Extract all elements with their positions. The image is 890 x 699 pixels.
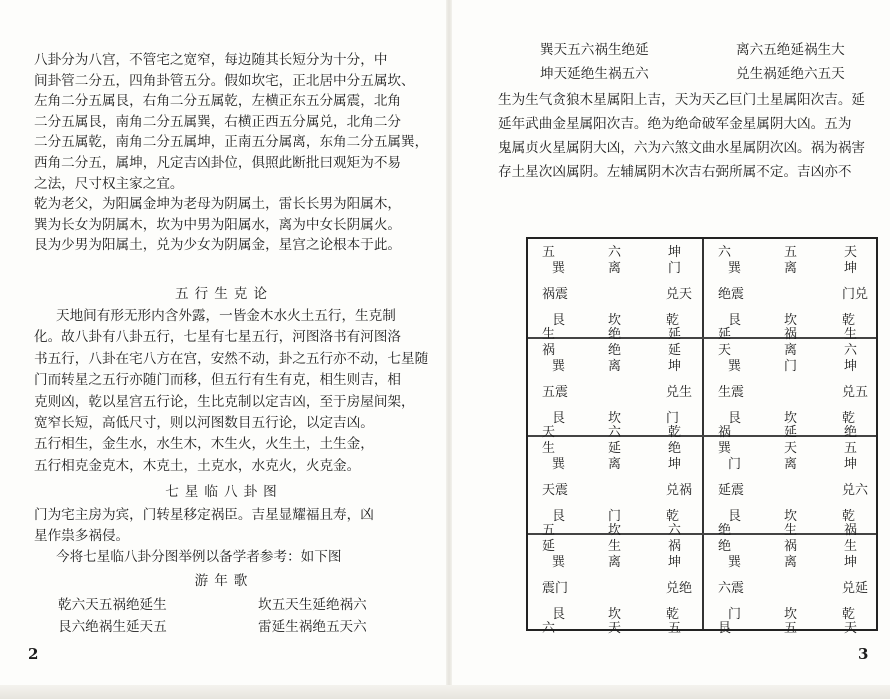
grid-cell-glyph: 天 [844,245,858,260]
body-line: 克则凶，乾以星宫五行论，生比克制以定吉凶，至于房屋间架， [34,393,415,410]
grid-cell-glyph: 坤 [844,457,858,472]
grid-cell-glyph: 乾 [842,509,856,524]
grid-cell-glyph: 祸 [784,539,798,554]
grid-cell-glyph: 坤 [668,457,682,472]
grid-cell-glyph: 乾 [842,607,856,622]
grid-cell-glyph: 绝 [668,441,682,456]
body-line: 生为生气贪狼木星属阳上吉，天为天乙巨门土星属阳次吉。延 [498,92,866,108]
body-line: 门而转星之五行亦随门而移，但五行有生有克，相生则吉，相 [34,372,402,389]
body-line: 今将七星临八卦分图举例以备学者参考：如下图 [56,549,342,565]
grid-cell-glyph: 天 [542,425,556,440]
song-line-left: 乾六天五祸绝延生 [58,597,167,613]
grid-cell-glyph: 兑五 [842,385,869,400]
grid-cell-glyph: 巽 [728,555,742,570]
grid-cell-glyph: 艮 [552,411,566,426]
body-line: 星作祟多祸侵。 [34,528,130,544]
grid-cell-glyph: 艮 [552,607,566,622]
section-heading: 五行生克论 [175,286,273,302]
grid-cell-glyph: 祸震 [542,287,569,302]
section-heading: 七星临八卦图 [165,484,283,500]
grid-cell [704,435,878,538]
grid-cell-glyph: 巽 [552,457,566,472]
grid-cell-glyph: 五 [668,621,682,636]
verse-pair-right: 兑生祸延绝六五天 [736,66,845,82]
grid-cell-glyph: 天 [784,441,798,456]
grid-cell-glyph: 绝震 [718,287,745,302]
grid-cell-glyph: 祸 [784,327,798,342]
grid-cell-glyph: 五 [542,523,556,538]
body-line: 间卦管二分五，四角卦管五分。假如坎宅，正北居中分五属坎、 [34,72,415,89]
body-line: 西角二分五，属坤，凡定吉凶卦位，俱照此断批曰观矩为不易 [34,155,402,171]
grid-cell-glyph: 巽 [728,359,742,374]
grid-cell-glyph: 巽 [552,261,566,276]
grid-cell-glyph: 震门 [542,581,569,596]
section-heading: 游年歌 [194,573,254,589]
grid-cell-glyph: 天震 [542,483,569,498]
body-line: 之法，尺寸权主家之宜。 [34,175,184,192]
grid-cell-glyph: 坎 [784,411,798,426]
grid-cell [704,337,878,440]
song-line-left: 艮六绝祸生延天五 [58,619,167,635]
scan-bottom-edge [0,685,890,699]
grid-cell-glyph: 祸 [718,425,732,440]
song-line-right: 雷延生祸绝五天六 [258,619,367,635]
body-line: 门为宅主房为宾，门转星移定祸臣。吉星显耀福且寿，凶 [34,507,374,523]
grid-cell-glyph: 祸 [668,539,682,554]
grid-cell-glyph: 兑祸 [666,483,693,498]
grid-cell-glyph: 生 [844,327,858,342]
grid-cell-glyph: 坤 [844,261,858,276]
grid-cell-glyph: 延 [668,327,682,342]
grid-cell-glyph: 六 [608,425,622,440]
grid-cell-glyph: 离 [608,359,622,374]
grid-cell-glyph: 绝 [608,343,622,358]
body-line: 存土星次凶属阴。左辅属阴木次吉右弼所属不定。吉凶亦不 [498,164,852,180]
body-line: 乾为老父，为阳属金坤为老母为阴属土，雷长长男为阳属木， [34,196,402,213]
grid-cell-glyph: 五 [784,621,798,636]
grid-cell-glyph: 艮 [552,509,566,524]
grid-cell-glyph: 门 [668,261,682,276]
grid-cell-glyph: 六 [608,245,622,260]
body-line: 鬼属贞火星属阴大凶，六为六煞文曲水星属阴次凶。祸为祸害 [498,140,866,156]
grid-cell-glyph: 坤 [668,245,682,260]
grid-cell-glyph: 五 [784,245,798,260]
grid-cell-glyph: 乾 [666,509,680,524]
grid-cell [528,337,702,440]
grid-cell-glyph: 艮 [552,313,566,328]
grid-cell-glyph: 延 [668,343,682,358]
page-number-left: 2 [28,645,39,663]
grid-cell-glyph: 乾 [666,313,680,328]
grid-cell-glyph: 离 [784,261,798,276]
grid-cell-glyph: 坎 [784,509,798,524]
grid-cell-glyph: 巽 [552,555,566,570]
grid-cell-glyph: 生 [784,523,798,538]
verse-pair-right: 离六五绝延祸生大 [736,42,845,58]
grid-cell-glyph: 坎 [608,313,622,328]
grid-cell-glyph: 门 [784,359,798,374]
seven-star-eight-trigram-grid [526,237,878,636]
grid-cell-glyph: 生 [542,327,556,342]
body-line: 二分五属乾，南角二分五属坤，正南五分属离，东角二分五属巽， [34,134,429,151]
grid-cell-glyph: 六 [844,343,858,358]
grid-cell-glyph: 绝 [608,327,622,342]
grid-cell-glyph: 延 [542,539,556,554]
grid-cell-glyph: 艮 [728,509,742,524]
grid-cell-glyph: 离 [784,343,798,358]
grid-cell-glyph: 坤 [668,555,682,570]
grid-cell [528,435,702,538]
grid-cell-glyph: 兑延 [842,581,869,596]
grid-cell-glyph: 巽 [728,261,742,276]
grid-cell-glyph: 延 [718,327,732,342]
grid-cell-glyph: 绝 [718,539,732,554]
body-line: 天地间有形无形内含外露，一皆金木水火土五行，生克制 [56,308,396,324]
grid-cell-glyph: 生 [542,441,556,456]
body-line: 五行相克金克木，木克土，土克水，水克火，火克金。 [34,457,361,474]
grid-cell [528,239,702,342]
grid-cell-glyph: 兑六 [842,483,869,498]
grid-cell-glyph: 坎 [784,607,798,622]
song-line-right: 坎五天生延绝祸六 [258,597,367,613]
body-line: 宽窄长短，高低尺寸，则以河图数目五行论，以定吉凶。 [34,415,374,431]
body-line: 二分五属艮，南角二分五属巽，右横正西五分属兑，北角二分 [34,113,402,130]
grid-cell-glyph: 祸 [844,523,858,538]
grid-cell-glyph: 坎 [608,523,622,538]
grid-cell-glyph: 五震 [542,385,569,400]
verse-pair-left: 坤天延绝生祸五六 [540,66,649,82]
grid-cell-glyph: 绝 [718,523,732,538]
body-line: 八卦分为八宫，不管宅之宽窄，每边随其长短分为十分，中 [34,52,388,68]
grid-cell-glyph: 巽 [718,441,732,456]
grid-cell-glyph: 延 [608,441,622,456]
verse-pair-left: 巽天五六祸生绝延 [540,42,649,58]
page-number-right: 3 [858,645,869,663]
grid-cell-glyph: 离 [784,555,798,570]
grid-cell-glyph: 门 [728,607,742,622]
grid-cell-glyph: 门 [608,509,622,524]
body-line: 艮为少男为阳属土，兑为少女为阴属金，星宫之论根本于此。 [34,237,402,254]
grid-cell-glyph: 五 [542,245,556,260]
grid-cell-glyph: 离 [608,261,622,276]
grid-cell-glyph: 乾 [842,313,856,328]
grid-cell-glyph: 延震 [718,483,745,498]
grid-cell-glyph: 五 [844,441,858,456]
grid-cell-glyph: 乾 [668,425,682,440]
grid-cell-glyph: 门 [728,457,742,472]
grid-cell-glyph: 乾 [842,411,856,426]
grid-cell-glyph: 六 [668,523,682,538]
grid-cell-glyph: 天 [718,343,732,358]
body-line: 五行相生，金生水，水生木，木生火，火生土，土生金， [34,436,374,453]
grid-cell-glyph: 艮 [728,411,742,426]
grid-cell-glyph: 延 [784,425,798,440]
grid-cell-glyph: 兑绝 [666,581,693,596]
grid-cell-glyph: 绝 [844,425,858,440]
grid-cell-glyph: 生 [844,539,858,554]
body-line: 化。故八卦有八卦五行，七星有七星五行，河图洛书有河图洛 [34,329,402,346]
grid-cell-glyph: 门 [666,411,680,426]
grid-cell-glyph: 生 [608,539,622,554]
grid-cell-glyph: 坤 [844,359,858,374]
grid-cell-glyph: 坎 [784,313,798,328]
body-line: 书五行，八卦在宅八方在宫，安然不动，卦之五行亦不动，七星随 [34,350,429,367]
body-line: 巽为长女为阴属木，坎为中男为阳属水，离为中女长阴属火。 [34,216,402,233]
grid-cell-glyph: 坎 [608,411,622,426]
grid-cell-glyph: 兑生 [666,385,693,400]
grid-cell-glyph: 坤 [844,555,858,570]
grid-cell-glyph: 六 [542,621,556,636]
grid-cell-glyph: 天 [844,621,858,636]
grid-cell-glyph: 离 [784,457,798,472]
body-line: 左角二分五属艮，右角二分五属乾，左横正东五分属震，北角 [34,93,402,110]
grid-cell-glyph: 坎 [608,607,622,622]
grid-cell-glyph: 六 [718,245,732,260]
grid-cell-glyph: 离 [608,457,622,472]
grid-cell-glyph: 祸 [542,343,556,358]
grid-cell [528,533,702,636]
grid-cell-glyph: 门兑 [842,287,869,302]
grid-cell-glyph: 天 [608,621,622,636]
grid-cell-glyph: 生震 [718,385,745,400]
grid-cell [704,239,878,342]
grid-cell [704,533,878,636]
grid-cell-glyph: 艮 [728,313,742,328]
grid-cell-glyph: 巽 [552,359,566,374]
grid-cell-glyph: 兑天 [666,287,693,302]
grid-cell-glyph: 乾 [666,607,680,622]
body-line: 延年武曲金星属阳次吉。绝为绝命破军金星属阴大凶。五为 [498,116,852,132]
grid-cell-glyph: 六震 [718,581,745,596]
grid-cell-glyph: 坤 [668,359,682,374]
grid-cell-glyph: 离 [608,555,622,570]
grid-cell-glyph: 艮 [718,621,732,636]
